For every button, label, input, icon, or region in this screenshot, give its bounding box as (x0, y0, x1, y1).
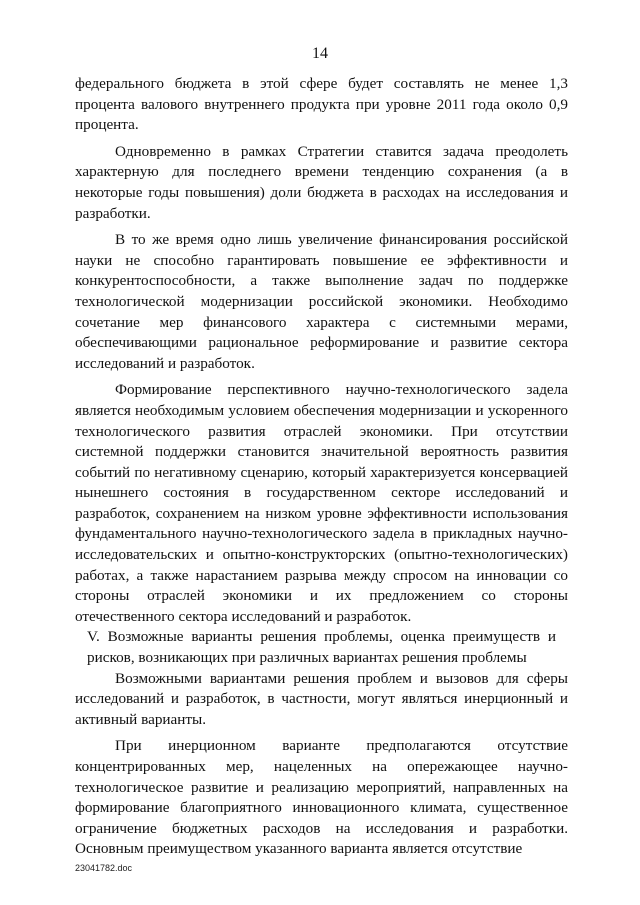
paragraph: При инерционном варианте предполагаются отсутствие концентрированных мер, нацеленных на опережающее научно-технологическое развитие и реализацию мероприятий, направленных на формирование благоприятного инновационного климата, существенное ограничение бюджетных расходов на исследования и разработки. Основным преимуществом указанного варианта является отсутствие (75, 737, 568, 858)
paragraph: Возможными вариантами решения проблем и вызовов для сферы исследований и разработок, в частности, могут являться инерционный и активный варианты. (75, 669, 568, 728)
paragraph: Одновременно в рамках Стратегии ставится задача преодолеть характерную для последнего времени тенденцию сохранения (а в некоторые годы повышения) доли бюджета в расходах на исследования и разработки. (75, 142, 568, 222)
paragraph: В то же время одно лишь увеличение финансирования российской науки не способно гарантировать повышение ее эффективности и конкурентоспособности, а также выполнение задач по поддержке технологической модернизации российской экономики. Необходимо сочетание мер финансового характера с системными мерами, обеспечивающими рациональное реформирование и развитие сектора исследований и разработок. (75, 231, 568, 372)
paragraph-continuation: федерального бюджета в этой сфере будет составлять не менее 1,3 процента валового внутреннего продукта при уровне 2011 года около 0,9 процента. (75, 75, 568, 134)
document-body (75, 74, 568, 860)
footer-filename: 23041782.doc (75, 863, 133, 873)
page-number: 14 (312, 45, 328, 62)
section-heading: V. Возможные варианты решения проблемы, оценка преимуществ и рисков, возникающих при различных вариантах решения проблемы (87, 628, 556, 667)
paragraph: Формирование перспективного научно-технологического задела является необходимым условием обеспечения модернизации и ускоренного технологического развития отраслей экономики. При отсутствии системной поддержки становится значительной вероятность развития событий по негативному сценарию, который характеризуется консервацией нынешнего состояния в государственном секторе исследований и разработок, сохранением на низком уровне эффективности использования фундаментального научно-технологического задела в прикладных научно-исследовательских и опытно-конструкторских (опытно-технологических) работах, а также нарастанием разрыва между спросом на инновации со стороны отраслей экономики и их предложением со стороны отечественного сектора исследований и разработок. (75, 381, 568, 625)
